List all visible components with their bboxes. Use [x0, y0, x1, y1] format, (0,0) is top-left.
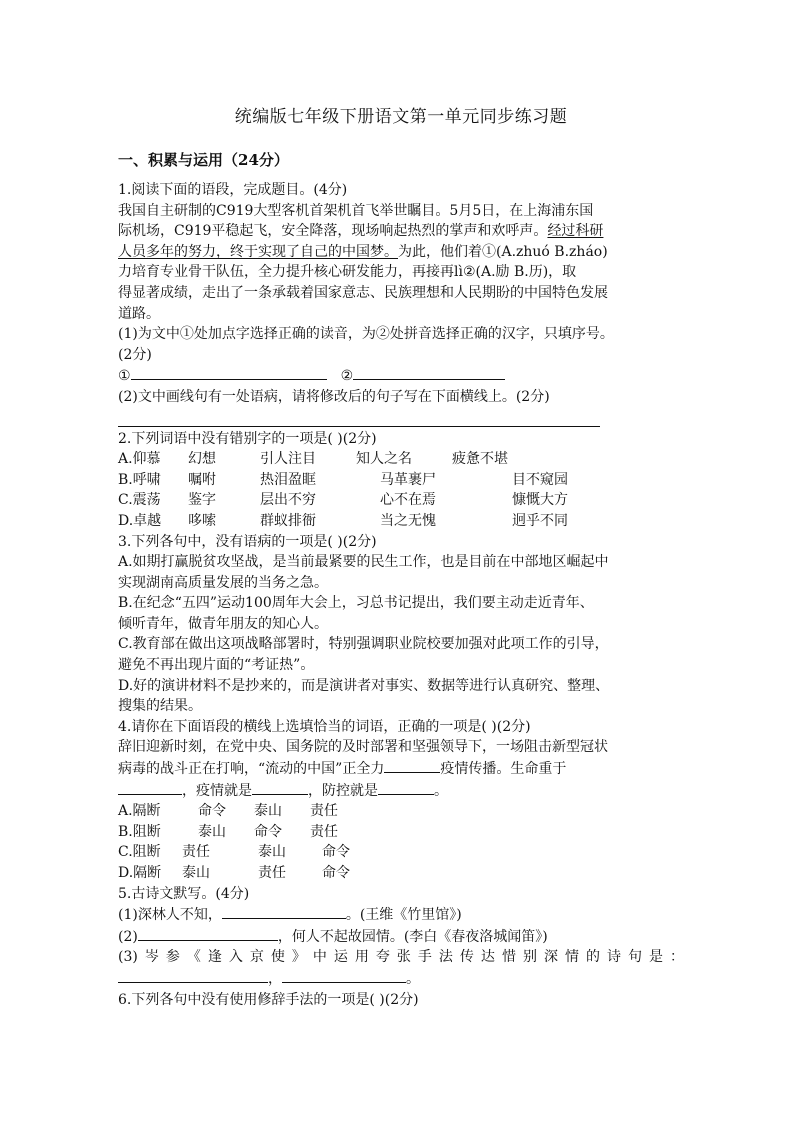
sub-question: (1)为文中①处加点字选择正确的读音，为②处拼音选择正确的汉字，只填序号。 — [118, 326, 614, 343]
option-d: D.好的演讲材料不是抄来的，而是演讲者对事实、数据等进行认真研究、整理、 — [118, 677, 610, 694]
option-cell: 心不在焉 — [380, 492, 436, 509]
option-row — [118, 470, 684, 491]
option-cell: C.阻断 — [118, 844, 161, 861]
question-2 — [118, 429, 684, 532]
option-cell: 责任 — [258, 865, 286, 881]
passage-line — [118, 242, 684, 263]
recite-line — [118, 904, 684, 926]
option-cell: 命令 — [254, 823, 282, 840]
option-cell: 嘱咐 — [188, 471, 216, 488]
option-cell: B.阻断 — [118, 823, 161, 840]
sub-question: (2)文中画线句有一处语病，请将修改后的句子写在下面横线上。(2分) — [118, 388, 550, 405]
question-3 — [118, 532, 684, 717]
passage-line: 得显著成绩，走出了一条承载着国家意志、民族理想和人民期盼的中国特色发展 — [118, 284, 608, 301]
option-row — [118, 490, 684, 511]
passage-line: 辞旧迎新时刻，在党中央、国务院的及时部署和坚强领导下，一场阻击新型冠状 — [118, 739, 608, 756]
option-cell: 疲惫不堪 — [452, 451, 508, 468]
option-row — [118, 842, 684, 863]
option-cell: C.震荡 — [118, 492, 161, 509]
answer-blank[interactable] — [131, 365, 327, 380]
option-cell: 马革裹尸 — [380, 471, 436, 488]
underlined-sentence: 人员多年的努力，终于实现了自己的中国梦。 — [118, 243, 398, 260]
option-cell: 责任 — [310, 823, 338, 840]
poem-text: 。(王维《竹里馆》) — [345, 907, 462, 924]
option-cell: 层出不穷 — [260, 492, 316, 509]
answer-line — [118, 365, 684, 387]
poem-text: ，何人不起故园情。(李白《春夜洛城闻笛》) — [277, 928, 548, 945]
option-row — [118, 801, 684, 822]
option-cell: 命令 — [322, 865, 350, 881]
question-4 — [118, 717, 684, 884]
recite-line — [118, 968, 684, 990]
option-row — [118, 822, 684, 843]
passage-line — [118, 221, 684, 242]
option-row — [118, 511, 684, 532]
option-a: A.如期打赢脱贫攻坚战，是当前最紧要的民生工作，也是目前在中部地区崛起中 — [118, 554, 609, 571]
question-6 — [118, 990, 684, 1011]
option-cell: D.隔断 — [118, 865, 162, 881]
option-cell: 知人之名 — [356, 451, 412, 468]
passage-text: 疫情传播。生命重于 — [440, 761, 567, 778]
passage-text: ，防控就是 — [308, 782, 378, 799]
passage-line — [118, 780, 684, 802]
question-stem: 6.下列各句中没有使用修辞手法的一项是( )(2分) — [118, 991, 419, 1008]
option-c: 避免不再出现片面的“考证热”。 — [118, 657, 315, 674]
option-cell: 哆嗦 — [188, 512, 216, 529]
option-b: B.在纪念“五四”运动100周年大会上，习总书记提出，我们要主动走近青年、 — [118, 595, 594, 612]
option-a: 实现湖南高质量发展的当务之急。 — [118, 574, 328, 591]
fill-blank[interactable] — [252, 780, 308, 795]
passage-line: 我国自主研制的C919大型客机首架机首飞举世瞩目。5月5日，在上海浦东国 — [118, 202, 594, 219]
answer-blank[interactable] — [138, 926, 278, 941]
question-stem: 4.请你在下面语段的横线上选填恰当的词语，正确的一项是( )(2分) — [118, 718, 531, 735]
recite-line: (3)岑参《逢入京使》中运用夸张手法传达惜别深情的诗句是： — [118, 949, 684, 966]
option-c: C.教育部在做出这项战略部署时，特别强调职业院校要加强对此项工作的引导， — [118, 636, 609, 653]
answer-blank[interactable] — [118, 968, 268, 983]
option-cell: 泰山 — [198, 823, 226, 840]
option-cell: 责任 — [182, 844, 210, 861]
question-stem: 2.下列词语中没有错别字的一项是( )(2分) — [118, 430, 377, 447]
question-1 — [118, 180, 684, 427]
answer-blank[interactable] — [118, 412, 600, 427]
fill-blank[interactable] — [118, 780, 182, 795]
poem-text: 。 — [406, 970, 420, 987]
exam-page — [118, 102, 684, 1010]
option-cell: 幻想 — [188, 451, 216, 468]
option-row — [118, 449, 684, 470]
option-cell: 泰山 — [258, 844, 286, 861]
option-cell: 鉴字 — [188, 492, 216, 509]
option-cell: 迥乎不同 — [512, 512, 568, 529]
option-cell: 慷慨大方 — [512, 492, 568, 509]
option-cell: 引人注目 — [260, 451, 316, 468]
question-stem: 1.阅读下面的语段，完成题目。(4分) — [118, 182, 348, 198]
option-cell: 热泪盈眶 — [260, 471, 316, 488]
passage-text: ，疫情就是 — [182, 782, 252, 799]
poem-text: ， — [268, 970, 282, 987]
question-stem: 5.古诗文默写。(4分) — [118, 885, 250, 902]
option-b: 倾听青年，做青年朋友的知心人。 — [118, 615, 328, 632]
passage-text: 际机场，C919平稳起飞，安全降落，现场响起热烈的掌声和欢呼声。 — [118, 223, 548, 240]
passage-line: 道路。 — [118, 305, 160, 322]
option-cell: A.隔断 — [118, 803, 161, 820]
option-cell: D.卓越 — [118, 512, 162, 529]
passage-text: 。 — [434, 782, 448, 799]
option-cell: 目不窥园 — [512, 471, 568, 488]
marker-2: ② — [340, 368, 354, 385]
passage-text: 病毒的战斗正在打响，“流动的中国”正全力 — [118, 761, 385, 778]
option-cell: 泰山 — [254, 803, 282, 820]
option-cell: 命令 — [322, 844, 350, 861]
passage-line — [118, 758, 684, 780]
option-cell: 泰山 — [182, 865, 210, 881]
fill-blank[interactable] — [384, 758, 440, 773]
underlined-sentence: 经过科研 — [547, 223, 604, 240]
option-cell: 命令 — [198, 803, 226, 820]
option-d: 搜集的结果。 — [118, 698, 202, 715]
question-5 — [118, 884, 684, 990]
option-cell: B.呼啸 — [118, 471, 161, 488]
answer-blank[interactable] — [222, 904, 346, 919]
option-cell: 群蚁排衙 — [260, 512, 316, 529]
section-heading: 一、积累与运用（24分） — [118, 151, 289, 169]
option-cell: A.仰慕 — [118, 451, 161, 468]
answer-blank[interactable] — [282, 968, 406, 983]
fill-blank[interactable] — [378, 780, 434, 795]
marker-1: ① — [118, 368, 131, 385]
passage-text: 为此，他们着①(A.zhuó B.zháo) — [398, 243, 608, 260]
option-cell: 当之无愧 — [380, 512, 436, 529]
answer-blank[interactable] — [353, 365, 505, 380]
recite-line — [118, 926, 684, 948]
option-row — [118, 863, 684, 884]
page-title: 统编版七年级下册语文第一单元同步练习题 — [234, 107, 568, 127]
option-cell: 责任 — [310, 803, 338, 820]
poem-text: (2) — [118, 928, 138, 945]
question-stem: 3.下列各句中，没有语病的一项是( )(2分) — [118, 533, 377, 550]
passage-line: 力培育专业骨干队伍，全力提升核心研发能力，再接再lì②(A.励 B.历)，取 — [118, 264, 577, 281]
sub-question: (2分) — [118, 346, 152, 363]
poem-text: (1)深林人不知， — [118, 907, 222, 924]
